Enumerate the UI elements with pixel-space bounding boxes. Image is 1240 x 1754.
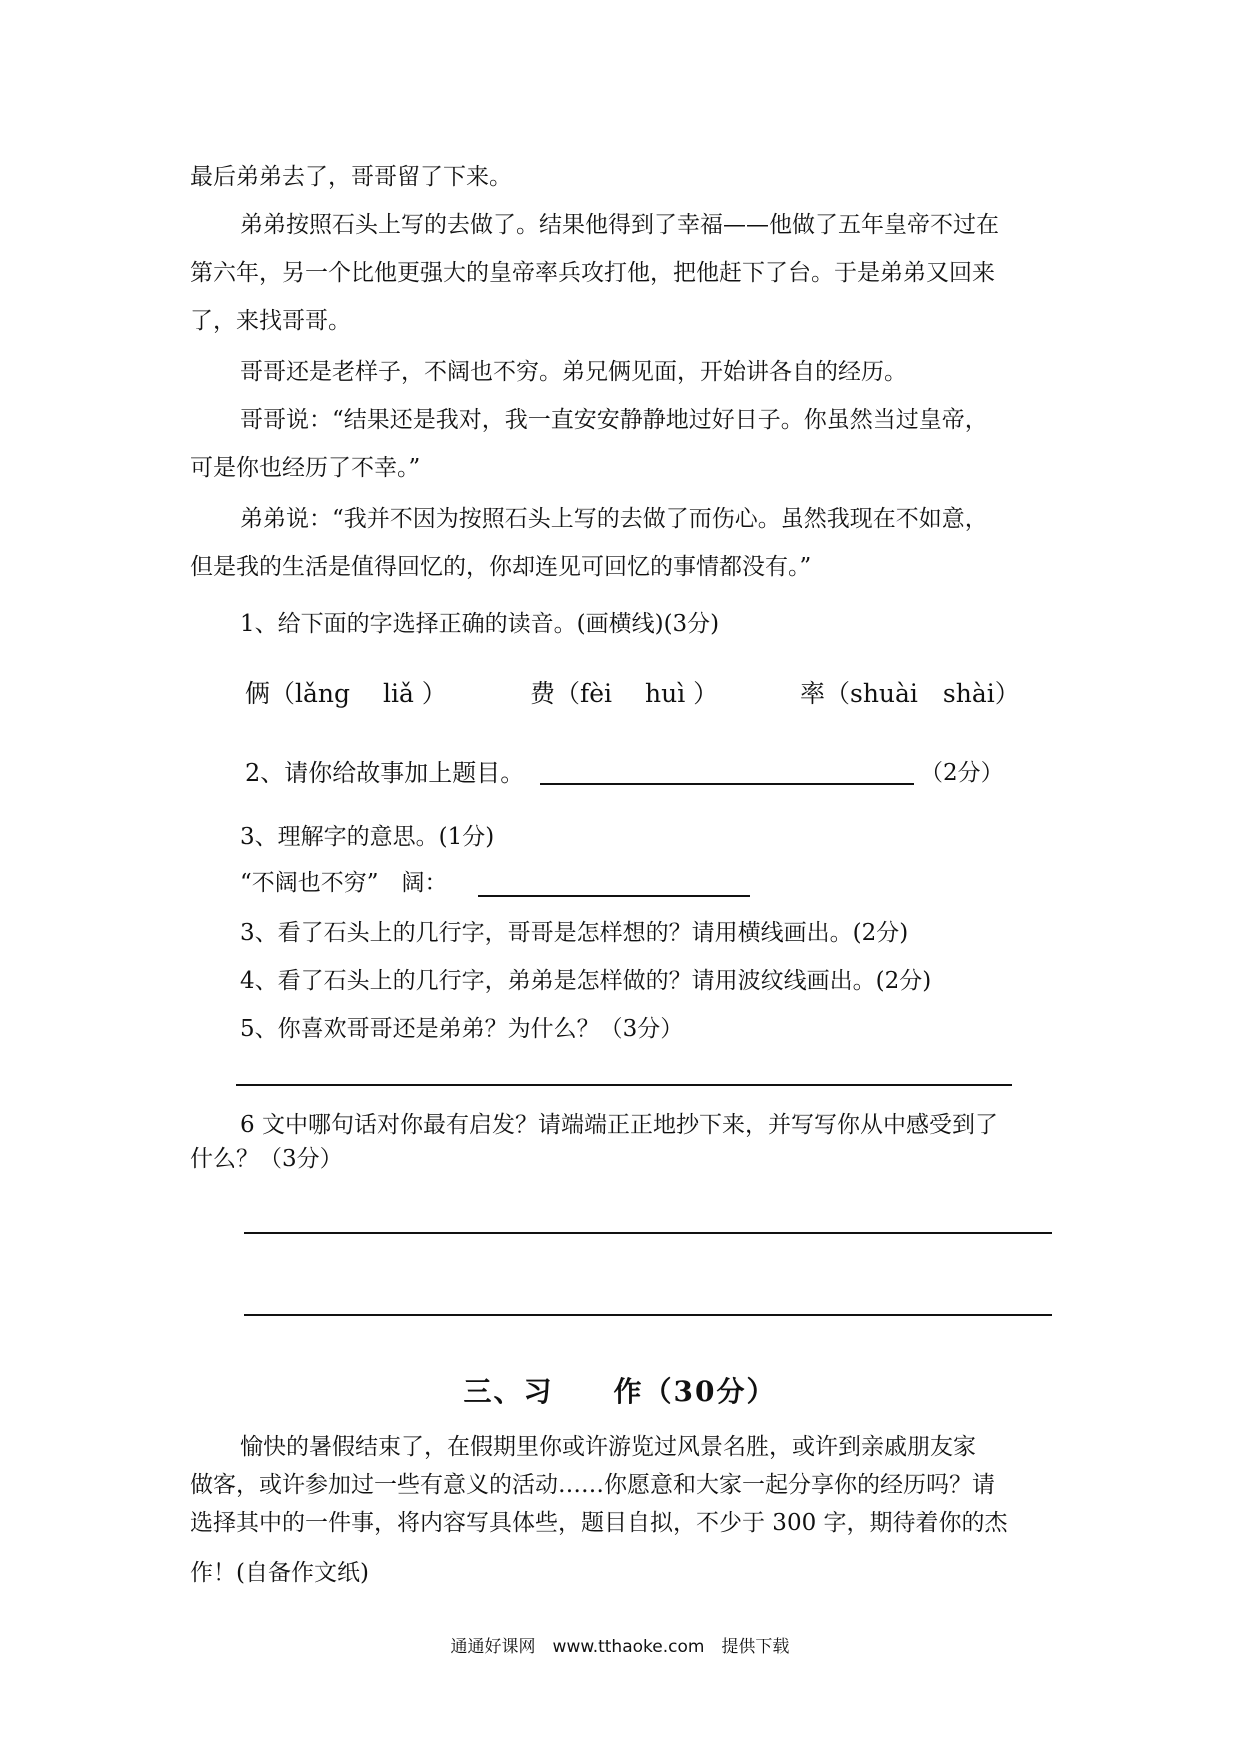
question-5-answer-line [236, 1084, 1012, 1086]
question-2-answer-line [540, 783, 914, 785]
question-2: 2、请你给故事加上题目。 [245, 759, 525, 787]
story-paragraph-5-line-2: 但是我的生活是值得回忆的，你却连见可回忆的事情都没有。” [190, 554, 812, 580]
question-1: 1、给下面的字选择正确的读音。(画横线)(3分) [240, 611, 720, 637]
composition-line-2: 做客，或许参加过一些有意义的活动……你愿意和大家一起分享你的经历吗？请 [190, 1472, 995, 1498]
story-paragraph-3: 哥哥还是老样子，不阔也不穷。弟兄俩见面，开始讲各自的经历。 [240, 359, 907, 385]
question-2-score: （2分） [920, 760, 1004, 786]
question-3-subitem: “不阔也不穷” 阔： [240, 870, 448, 896]
story-paragraph-2-line-3: 了，来找哥哥。 [190, 308, 351, 334]
story-paragraph-5-line-1: 弟弟说：“我并不因为按照石头上写的去做了而伤心。虽然我现在不如意， [240, 506, 988, 532]
question-3b: 3、看了石头上的几行字，哥哥是怎样想的？请用横线画出。(2分) [240, 920, 909, 946]
question-1-option-1: 俩（lǎng liǎ ） [245, 679, 447, 708]
composition-line-3: 选择其中的一件事，将内容写具体些，题目自拟，不少于 300 字，期待着你的杰 [190, 1510, 1008, 1536]
composition-line-1: 愉快的暑假结束了，在假期里你或许游览过风景名胜，或许到亲戚朋友家 [240, 1434, 976, 1460]
story-paragraph-4-line-2: 可是你也经历了不幸。” [190, 455, 421, 481]
footer: 通通好课网 www.tthaoke.com 提供下载 [450, 1637, 790, 1657]
composition-line-4: 作！(自备作文纸) [190, 1560, 369, 1586]
question-6-answer-line-1 [244, 1232, 1052, 1234]
question-4: 4、看了石头上的几行字，弟弟是怎样做的？请用波纹线画出。(2分) [240, 968, 932, 994]
story-paragraph-4-line-1: 哥哥说：“结果还是我对，我一直安安静静地过好日子。你虽然当过皇帝， [240, 407, 988, 433]
question-3: 3、理解字的意思。(1分) [240, 824, 495, 850]
story-paragraph-1: 最后弟弟去了，哥哥留了下来。 [190, 164, 512, 190]
story-paragraph-2-line-1: 弟弟按照石头上写的去做了。结果他得到了幸福——他做了五年皇帝不过在 [240, 212, 999, 238]
question-6-answer-line-2 [244, 1314, 1052, 1316]
question-5: 5、你喜欢哥哥还是弟弟？为什么？（3分） [240, 1016, 684, 1042]
question-1-option-3: 率（shuài shài） [800, 679, 1020, 708]
composition-heading: 三、习 作（30分） [463, 1375, 777, 1408]
question-1-option-2: 费（fèi huì ） [530, 679, 719, 708]
question-6-line-2: 什么？（3分） [190, 1146, 343, 1172]
question-3-answer-line [478, 895, 750, 897]
question-6-line-1: 6 文中哪句话对你最有启发？请端端正正地抄下来，并写写你从中感受到了 [240, 1112, 998, 1138]
story-paragraph-2-line-2: 第六年，另一个比他更强大的皇帝率兵攻打他，把他赶下了台。于是弟弟又回来 [190, 260, 995, 286]
